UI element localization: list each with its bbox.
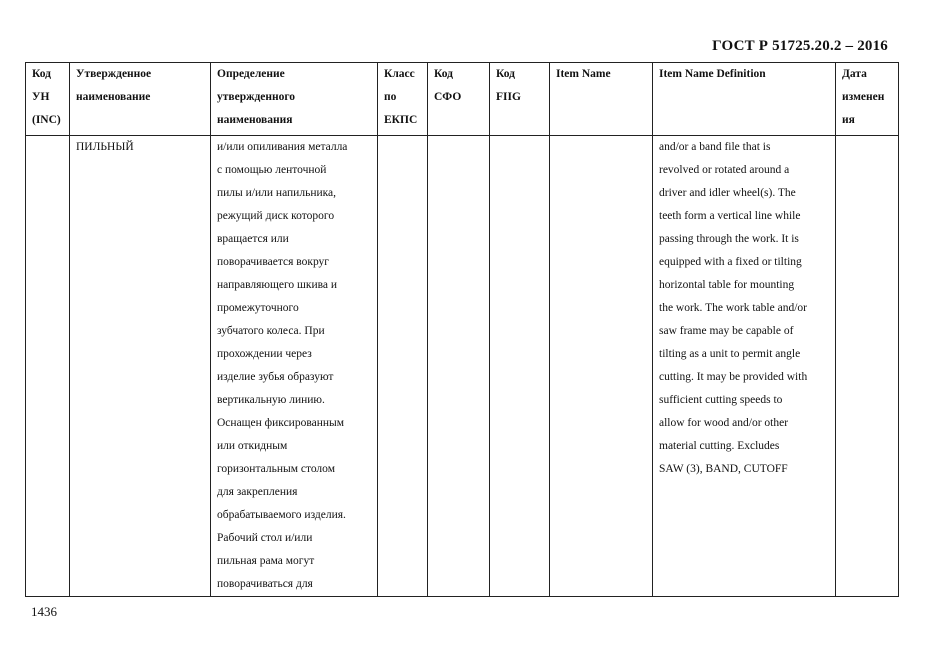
header-inc: Код УН (INC) bbox=[26, 63, 70, 136]
header-item-name: Item Name bbox=[550, 63, 653, 136]
header-ekps-class: Класс по ЕКПС bbox=[378, 63, 428, 136]
header-item-name-definition: Item Name Definition bbox=[653, 63, 836, 136]
cell-approved-name: ПИЛЬНЫЙ bbox=[70, 136, 211, 597]
table-row bbox=[26, 136, 899, 597]
page-number: 1436 bbox=[31, 604, 57, 619]
header-sfo-code: Код СФО bbox=[428, 63, 490, 136]
cell-item-name-definition: and/or a band file that is revolved or rotated around a driver and idler wheel(s). The teeth form a vertical line while passing through the work. It is equipped with a fixed or tilting horizontal table for mounting the work. The work table and/or saw frame may be capable of tilting as a unit to permit angle cutting. It may be provided with sufficient cutting speeds to allow for wood and/or other material cutting. Excludes SAW (3), BAND, CUTOFF bbox=[653, 136, 836, 597]
cell-item-name bbox=[550, 136, 653, 597]
header-approved-name: Утвержденное наименование bbox=[70, 63, 211, 136]
header-definition: Определение утвержденного наименования bbox=[211, 63, 378, 136]
cell-fiig-code bbox=[490, 136, 550, 597]
cell-inc bbox=[26, 136, 70, 597]
header-change-date: Дата изменен ия bbox=[836, 63, 899, 136]
cell-sfo-code bbox=[428, 136, 490, 597]
terms-table bbox=[25, 62, 899, 597]
header-row bbox=[26, 63, 899, 136]
header-fiig-code: Код FIIG bbox=[490, 63, 550, 136]
standard-designation: ГОСТ Р 51725.20.2 – 2016 bbox=[712, 38, 888, 54]
cell-definition-ru: и/или опиливания металла с помощью ленточной пилы и/или напильника, режущий диск которого вращается или поворачивается вокруг направляющего шкива и промежуточного зубчатого колеса. При прохождении через изделие зубья образуют вертикальную линию. Оснащен фиксированным или откидным горизонтальным столом для закрепления обрабатываемого изделия. Рабочий стол и/или пильная рама могут поворачиваться для bbox=[211, 136, 378, 597]
cell-ekps-class bbox=[378, 136, 428, 597]
cell-change-date bbox=[836, 136, 899, 597]
